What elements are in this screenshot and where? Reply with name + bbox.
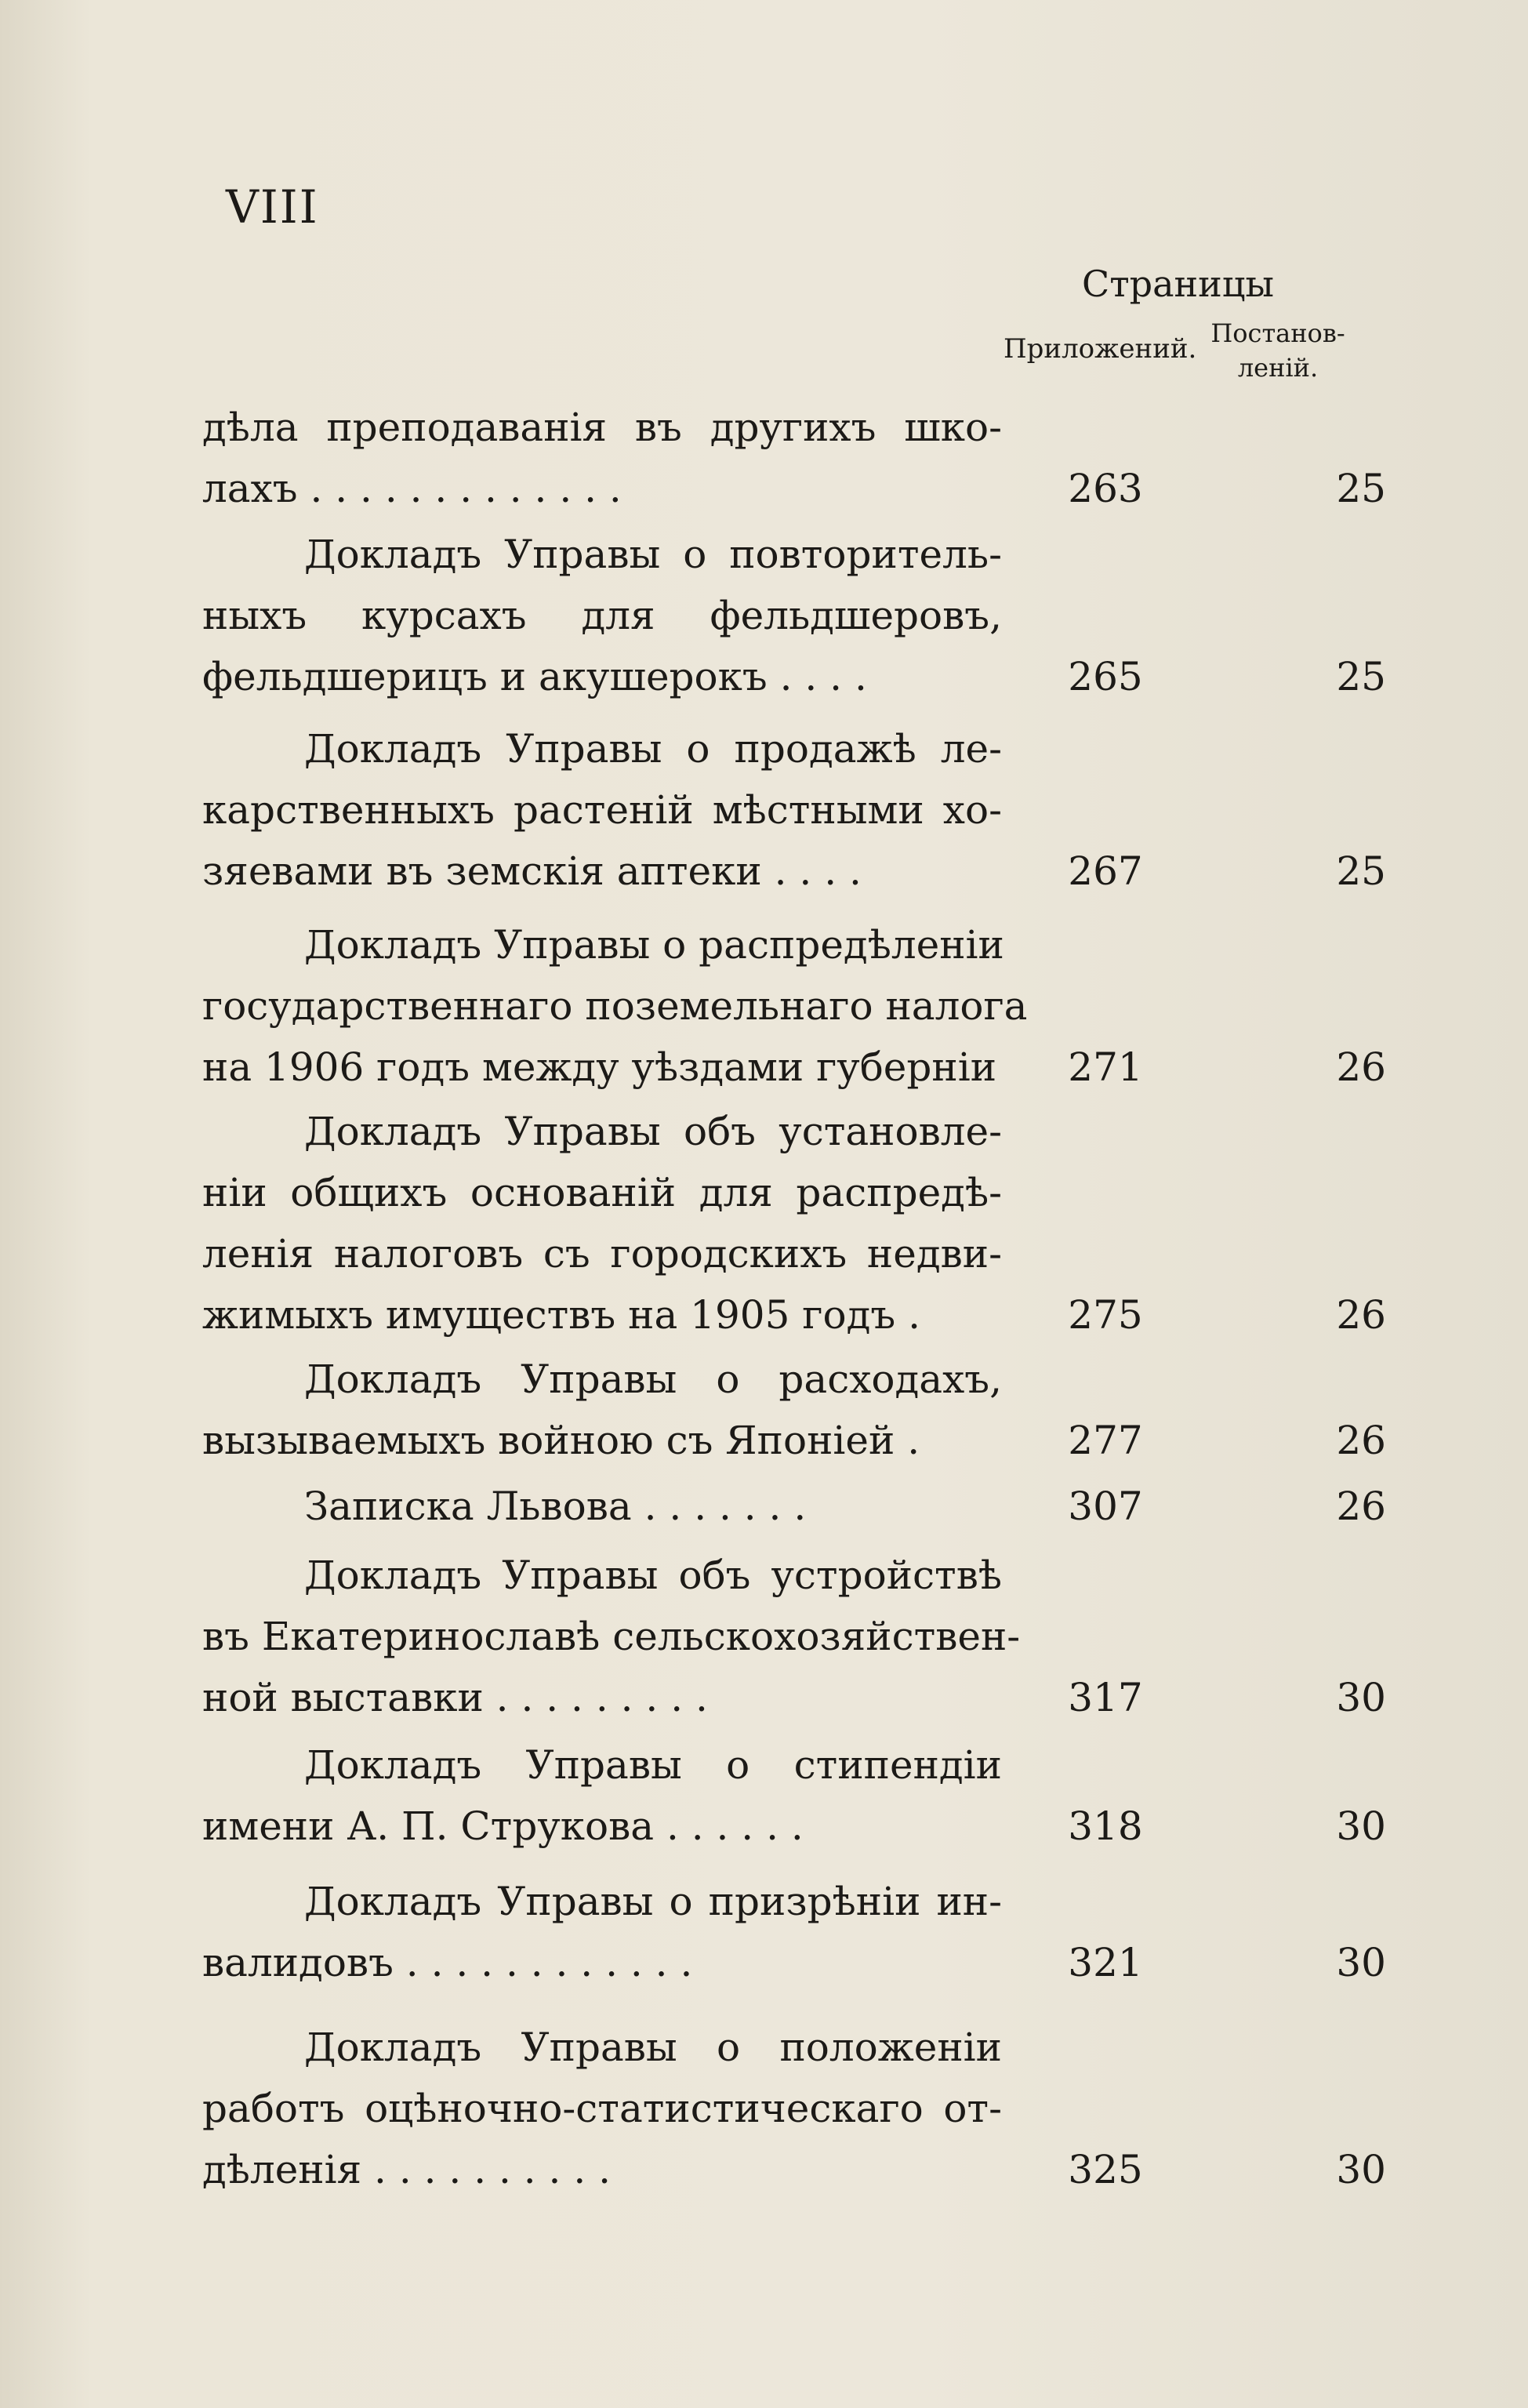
entry-text: Докладъ Управы объ устройствѣ (304, 1553, 1002, 1598)
entry-line (202, 585, 1402, 646)
entry-text: ніи общихъ основаній для распредѣ- (202, 1170, 1002, 1215)
appendix-page-number: 318 (1068, 1803, 1143, 1849)
entry-line (202, 1667, 1402, 1728)
entry-text: Докладъ Управы о расходахъ, (304, 1357, 1002, 1402)
appendix-page-number: 275 (1068, 1292, 1143, 1338)
appendix-page-number: 265 (1068, 654, 1143, 699)
entry-text: жимыхъ имуществъ на 1905 годъ . (202, 1292, 920, 1338)
pages-header: Страницы (1082, 263, 1275, 305)
entry-text: Докладъ Управы объ установле- (304, 1109, 1002, 1154)
entry-line (202, 1545, 1402, 1606)
contents-entry (202, 1871, 1402, 1993)
entry-line (202, 718, 1402, 779)
entry-line (202, 1223, 1402, 1284)
appendix-page-number: 325 (1068, 2147, 1143, 2192)
resolution-page-number: 30 (1336, 1940, 1386, 1985)
resolution-page-number: 25 (1336, 466, 1386, 511)
entry-line (202, 914, 1402, 975)
entry-text: валидовъ . . . . . . . . . . . . (202, 1940, 693, 1985)
contents-entry (202, 1101, 1402, 1346)
appendix-page-number: 307 (1068, 1484, 1143, 1529)
resolutions-header-line1: Постанов- (1210, 318, 1345, 348)
contents-entry (202, 524, 1402, 707)
contents-entry (202, 1734, 1402, 1857)
entry-text: государственнаго поземельнаго налога (202, 983, 1028, 1029)
entry-text: дѣла преподаванія въ другихъ шко- (202, 405, 1002, 450)
entry-text: на 1906 годъ между уѣздами губерніи (202, 1044, 997, 1090)
entry-text: имени А. П. Струкова . . . . . . (202, 1803, 804, 1849)
entry-line (202, 397, 1402, 458)
entry-text: Докладъ Управы о продажѣ ле- (304, 726, 1002, 772)
contents-entry (202, 1349, 1402, 1471)
entry-text: ленія налоговъ съ городскихъ недви- (202, 1231, 1002, 1277)
appendix-column-header: Приложений. (1004, 333, 1197, 365)
entry-line (202, 458, 1402, 519)
contents-entry (202, 397, 1402, 519)
resolution-page-number: 30 (1336, 1675, 1386, 1720)
resolution-page-number: 26 (1336, 1044, 1386, 1090)
entry-line (202, 1606, 1402, 1667)
entry-line (202, 2078, 1402, 2139)
entry-line (202, 524, 1402, 585)
entry-line (202, 1734, 1402, 1796)
entry-line (202, 1932, 1402, 1993)
entry-text: карственныхъ растеній мѣстными хо- (202, 787, 1002, 833)
entry-line (202, 841, 1402, 902)
entry-text: Докладъ Управы о положеніи (304, 2025, 1002, 2070)
resolution-page-number: 25 (1336, 654, 1386, 699)
entry-line (202, 975, 1402, 1037)
entry-text: фельдшерицъ и акушерокъ . . . . (202, 654, 867, 699)
entry-text: ной выставки . . . . . . . . . (202, 1675, 708, 1720)
entry-text: Докладъ Управы о повторитель- (304, 532, 1002, 577)
resolutions-header-line2: леній. (1237, 353, 1319, 383)
entry-text: Докладъ Управы о призрѣніи ин- (304, 1879, 1002, 1924)
appendix-page-number: 267 (1068, 848, 1143, 894)
entry-text: зяевами въ земскія аптеки . . . . (202, 848, 862, 894)
appendix-page-number: 321 (1068, 1940, 1143, 1985)
entry-line (202, 1410, 1402, 1471)
contents-list (202, 397, 1402, 2200)
entry-line (202, 1476, 1402, 1537)
contents-entry (202, 2017, 1402, 2200)
entry-text: работъ оцѣночно-статистическаго от- (202, 2086, 1002, 2131)
resolution-page-number: 26 (1336, 1418, 1386, 1463)
appendix-page-number: 317 (1068, 1675, 1143, 1720)
resolution-page-number: 25 (1336, 848, 1386, 894)
entry-line (202, 2017, 1402, 2078)
entry-line (202, 1349, 1402, 1410)
entry-text: ныхъ курсахъ для фельдшеровъ, (202, 593, 1002, 638)
resolution-page-number: 26 (1336, 1484, 1386, 1529)
entry-line (202, 1284, 1402, 1346)
contents-entry (202, 718, 1402, 902)
entry-line (202, 2139, 1402, 2200)
appendix-page-number: 277 (1068, 1418, 1143, 1463)
contents-entry (202, 914, 1402, 1098)
resolution-page-number: 26 (1336, 1292, 1386, 1338)
entry-text: Докладъ Управы о распредѣленіи (304, 922, 1004, 968)
entry-line (202, 1037, 1402, 1098)
entry-line (202, 1796, 1402, 1857)
resolutions-column-header (1207, 316, 1348, 385)
entry-line (202, 646, 1402, 707)
entry-line (202, 1101, 1402, 1162)
entry-text: вызываемыхъ войною съ Японіей . (202, 1418, 920, 1463)
resolution-page-number: 30 (1336, 1803, 1386, 1849)
entry-line (202, 779, 1402, 841)
contents-entry (202, 1476, 1402, 1537)
resolution-page-number: 30 (1336, 2147, 1386, 2192)
entry-line (202, 1871, 1402, 1932)
entry-text: въ Екатеринославѣ сельскохозяйствен- (202, 1614, 1021, 1659)
entry-text: Докладъ Управы о стипендіи (304, 1742, 1002, 1788)
entry-text: дѣленія . . . . . . . . . . (202, 2147, 612, 2192)
appendix-page-number: 263 (1068, 466, 1143, 511)
entry-text: Записка Львова . . . . . . . (304, 1484, 807, 1529)
page-number: VIII (226, 180, 319, 234)
appendix-page-number: 271 (1068, 1044, 1143, 1090)
entry-text: лахъ . . . . . . . . . . . . . (202, 466, 622, 511)
contents-entry (202, 1545, 1402, 1728)
entry-line (202, 1162, 1402, 1223)
